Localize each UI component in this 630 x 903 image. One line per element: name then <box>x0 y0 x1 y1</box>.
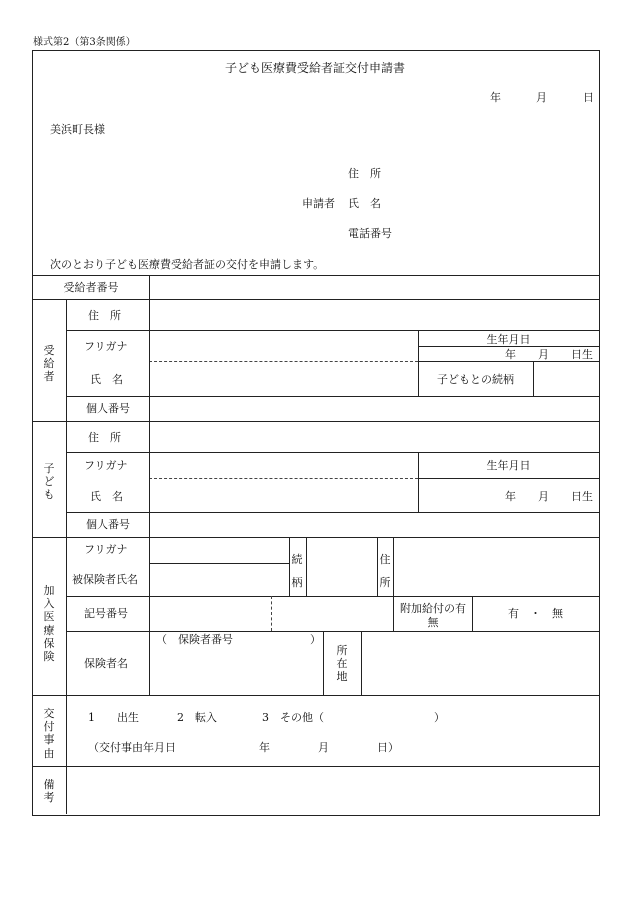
insurance-furigana-field[interactable] <box>150 538 288 562</box>
insurer-location-label: 所在地 <box>336 644 348 684</box>
symbol-number-field[interactable] <box>150 597 392 630</box>
recipient-name-field[interactable] <box>150 362 417 395</box>
reason-section-label: 交付事由 <box>43 707 55 760</box>
date-month-label: 月 <box>536 91 547 104</box>
child-name-field[interactable] <box>150 479 417 511</box>
reason-option-move-in[interactable]: 2 転入 <box>177 711 217 724</box>
recipient-number-label: 受給者番号 <box>63 281 119 294</box>
additional-benefit-label: 附加給付の有無 <box>400 602 466 630</box>
form-number: 様式第2（第3条関係） <box>33 37 136 48</box>
recipient-personal-number-field[interactable] <box>150 397 598 420</box>
recipient-address-field[interactable] <box>150 300 598 329</box>
reason-date-year: 年 <box>259 741 270 754</box>
insured-name-field[interactable] <box>150 564 288 595</box>
child-address-field[interactable] <box>150 422 598 451</box>
form-title: 子ども医療費受給者証交付申請書 <box>224 61 405 75</box>
recipient-personal-number-label: 個人番号 <box>86 402 130 415</box>
insurer-name-field[interactable] <box>150 648 322 694</box>
insurer-location-field[interactable] <box>362 632 598 694</box>
child-personal-number-label: 個人番号 <box>86 518 130 531</box>
recipient-furigana-field[interactable] <box>150 331 417 360</box>
additional-benefit-options[interactable]: 有 ・ 無 <box>508 607 563 620</box>
reason-date-day: 日） <box>377 741 399 754</box>
reason-option-other[interactable]: 3 その他（ ） <box>262 711 445 724</box>
insurance-relationship-field[interactable] <box>307 538 376 595</box>
child-name-label: 氏 名 <box>90 490 123 503</box>
addressee: 美浜町長様 <box>50 123 105 136</box>
applicant-address-label: 住 所 <box>348 167 381 180</box>
insurance-address-label: 住所 <box>379 553 391 590</box>
recipient-section-label: 受給者 <box>43 344 55 384</box>
date-year-label: 年 <box>490 91 501 104</box>
applicant-group-label: 申請者 <box>302 197 335 210</box>
insurance-section-label: 加入医療保険 <box>43 584 55 663</box>
reason-option-birth[interactable]: 1 出生 <box>88 711 139 724</box>
applicant-phone-label: 電話番号 <box>348 227 392 240</box>
child-address-label: 住 所 <box>88 431 121 444</box>
recipient-relationship-label: 子どもとの続柄 <box>437 373 514 386</box>
reason-date-label: （交付事由年月日 <box>88 741 176 754</box>
child-furigana-field[interactable] <box>150 453 417 477</box>
insured-name-label: 被保険者氏名 <box>72 573 138 586</box>
insurance-address-field[interactable] <box>394 538 598 595</box>
recipient-number-field[interactable] <box>150 276 598 298</box>
date-day-label: 日 <box>583 91 594 104</box>
remarks-field[interactable] <box>67 767 598 813</box>
child-section-label: 子ども <box>43 462 55 502</box>
recipient-birthdate-value[interactable]: 年 月 日生 <box>505 348 593 361</box>
recipient-furigana-label: フリガナ <box>84 340 128 353</box>
recipient-birthdate-label: 生年月日 <box>486 333 531 346</box>
applicant-name-label: 氏 名 <box>348 197 381 210</box>
recipient-name-label: 氏 名 <box>90 373 123 386</box>
child-personal-number-field[interactable] <box>150 513 598 536</box>
insurance-relationship-label: 続柄 <box>291 553 303 590</box>
reason-date-month: 月 <box>318 741 329 754</box>
insurance-furigana-label: フリガナ <box>84 543 128 556</box>
child-birthdate-label: 生年月日 <box>486 459 531 472</box>
insurer-name-label: 保険者名 <box>84 657 128 670</box>
symbol-number-label: 記号番号 <box>84 607 128 620</box>
request-text: 次のとおり子ども医療費受給者証の交付を申請します。 <box>50 258 325 271</box>
recipient-address-label: 住 所 <box>88 309 121 322</box>
insurer-number-label: （ 保険者番号 ） <box>156 633 321 646</box>
recipient-relationship-field[interactable] <box>534 362 598 395</box>
child-birthdate-value[interactable]: 年 月 日生 <box>505 490 593 503</box>
child-furigana-label: フリガナ <box>84 459 128 472</box>
remarks-label: 備考 <box>43 778 55 805</box>
